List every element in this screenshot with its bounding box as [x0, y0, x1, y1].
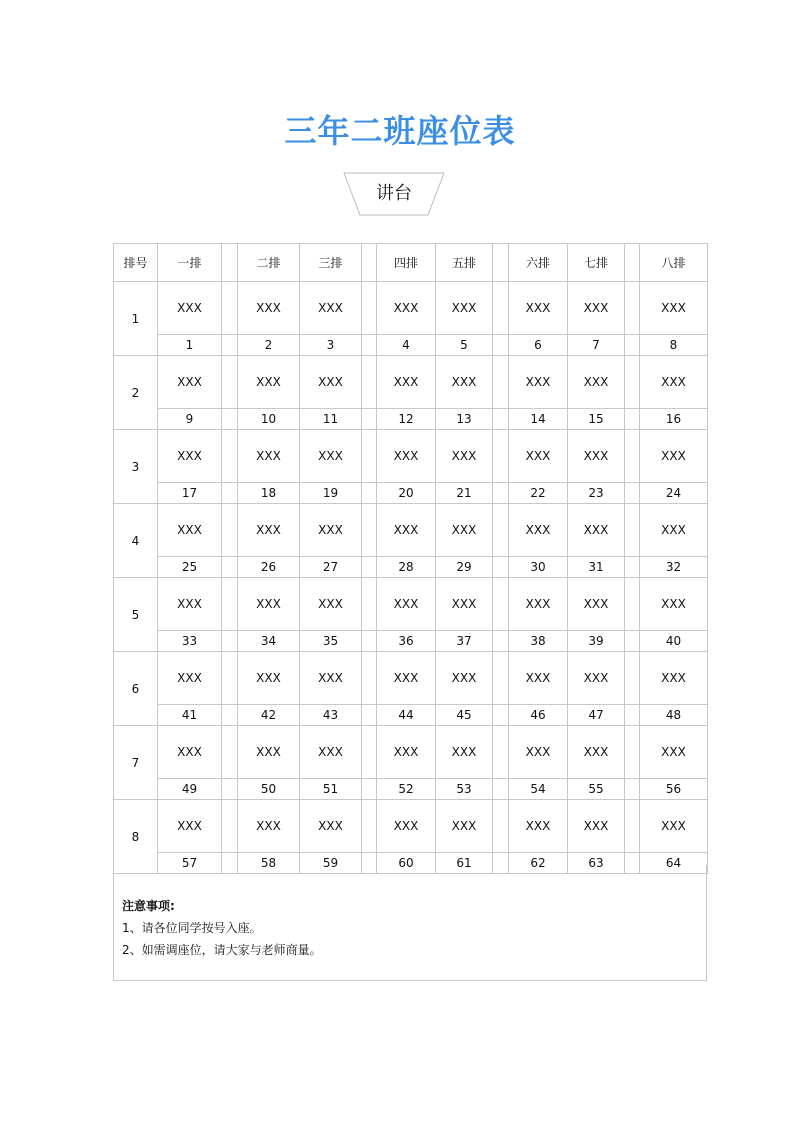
aisle-cell — [493, 483, 509, 504]
aisle-cell — [222, 356, 238, 409]
seat-number: 60 — [377, 853, 436, 874]
seat-name: XXX — [568, 504, 625, 557]
aisle-cell — [222, 557, 238, 578]
seat-number: 44 — [377, 705, 436, 726]
seat-name: XXX — [377, 726, 436, 779]
seat-name-row — [114, 430, 708, 483]
aisle-cell — [625, 244, 640, 282]
seat-name: XXX — [158, 356, 222, 409]
seat-number-row — [114, 631, 708, 652]
seat-name: XXX — [377, 800, 436, 853]
seat-name-row — [114, 504, 708, 557]
seat-name: XXX — [436, 726, 493, 779]
seat-name-row — [114, 282, 708, 335]
seat-name: XXX — [377, 652, 436, 705]
row-label: 7 — [114, 726, 158, 800]
seat-number: 22 — [509, 483, 568, 504]
seat-name: XXX — [238, 504, 300, 557]
seat-name: XXX — [238, 282, 300, 335]
seat-name: XXX — [509, 504, 568, 557]
aisle-cell — [493, 705, 509, 726]
seat-name: XXX — [158, 726, 222, 779]
seat-name-row — [114, 578, 708, 631]
aisle-cell — [222, 800, 238, 853]
seat-number: 59 — [300, 853, 362, 874]
seat-name: XXX — [436, 356, 493, 409]
seat-name: XXX — [377, 504, 436, 557]
aisle-cell — [362, 356, 377, 409]
seat-name: XXX — [640, 726, 708, 779]
seat-name: XXX — [158, 282, 222, 335]
seat-number: 14 — [509, 409, 568, 430]
seat-number: 5 — [436, 335, 493, 356]
aisle-cell — [222, 779, 238, 800]
row-label: 2 — [114, 356, 158, 430]
row-number-header: 排号 — [114, 244, 158, 282]
seat-name-row — [114, 652, 708, 705]
page-title: 三年二班座位表 — [284, 112, 516, 150]
seat-name: XXX — [568, 430, 625, 483]
aisle-cell — [222, 282, 238, 335]
aisle-cell — [362, 430, 377, 483]
seat-name: XXX — [238, 430, 300, 483]
aisle-cell — [493, 631, 509, 652]
notes-item: 2、如需调座位，请大家与老师商量。 — [122, 943, 322, 957]
podium — [343, 172, 445, 216]
seat-number: 12 — [377, 409, 436, 430]
seat-name: XXX — [509, 282, 568, 335]
column-header: 四排 — [377, 244, 436, 282]
aisle-cell — [222, 335, 238, 356]
aisle-cell — [625, 800, 640, 853]
seat-name: XXX — [158, 578, 222, 631]
aisle-cell — [493, 356, 509, 409]
seat-name: XXX — [158, 652, 222, 705]
aisle-cell — [362, 800, 377, 853]
aisle-cell — [362, 631, 377, 652]
seat-name: XXX — [300, 652, 362, 705]
seat-number: 2 — [238, 335, 300, 356]
seat-number-row — [114, 409, 708, 430]
seat-number: 49 — [158, 779, 222, 800]
seat-name: XXX — [300, 356, 362, 409]
seat-number: 23 — [568, 483, 625, 504]
row-label: 3 — [114, 430, 158, 504]
seat-number: 29 — [436, 557, 493, 578]
seat-name: XXX — [377, 578, 436, 631]
seat-number: 13 — [436, 409, 493, 430]
seat-name: XXX — [568, 356, 625, 409]
seat-name: XXX — [158, 504, 222, 557]
seat-number: 40 — [640, 631, 708, 652]
aisle-cell — [493, 726, 509, 779]
seat-name-row — [114, 356, 708, 409]
aisle-cell — [625, 356, 640, 409]
seat-name: XXX — [640, 282, 708, 335]
seat-number: 64 — [640, 853, 708, 874]
seat-name: XXX — [509, 800, 568, 853]
seat-number-row — [114, 779, 708, 800]
aisle-cell — [625, 631, 640, 652]
aisle-cell — [493, 244, 509, 282]
seat-number: 6 — [509, 335, 568, 356]
seat-name: XXX — [238, 652, 300, 705]
seat-number: 31 — [568, 557, 625, 578]
seat-name: XXX — [377, 430, 436, 483]
seat-number: 61 — [436, 853, 493, 874]
aisle-cell — [493, 652, 509, 705]
aisle-cell — [625, 652, 640, 705]
seat-name: XXX — [158, 800, 222, 853]
seat-name: XXX — [300, 578, 362, 631]
seat-name-row — [114, 726, 708, 779]
aisle-cell — [493, 779, 509, 800]
seat-number: 10 — [238, 409, 300, 430]
aisle-cell — [222, 430, 238, 483]
seat-number: 18 — [238, 483, 300, 504]
seating-table — [113, 243, 708, 874]
seat-number: 38 — [509, 631, 568, 652]
aisle-cell — [493, 430, 509, 483]
seat-number: 11 — [300, 409, 362, 430]
seat-name-row — [114, 800, 708, 853]
seat-number: 36 — [377, 631, 436, 652]
aisle-cell — [222, 631, 238, 652]
aisle-cell — [362, 705, 377, 726]
seat-number: 19 — [300, 483, 362, 504]
aisle-cell — [493, 335, 509, 356]
aisle-cell — [625, 557, 640, 578]
seat-number: 32 — [640, 557, 708, 578]
aisle-cell — [222, 726, 238, 779]
seat-name: XXX — [509, 726, 568, 779]
seat-name: XXX — [568, 652, 625, 705]
seat-number: 4 — [377, 335, 436, 356]
aisle-cell — [625, 282, 640, 335]
seat-number: 51 — [300, 779, 362, 800]
seat-name: XXX — [238, 356, 300, 409]
seat-number: 20 — [377, 483, 436, 504]
seat-name: XXX — [640, 356, 708, 409]
seat-number: 55 — [568, 779, 625, 800]
seat-name: XXX — [509, 356, 568, 409]
aisle-cell — [362, 483, 377, 504]
seat-name: XXX — [640, 430, 708, 483]
aisle-cell — [222, 409, 238, 430]
seat-name: XXX — [300, 800, 362, 853]
seat-number: 35 — [300, 631, 362, 652]
aisle-cell — [222, 504, 238, 557]
aisle-cell — [493, 504, 509, 557]
seat-number: 62 — [509, 853, 568, 874]
aisle-cell — [625, 705, 640, 726]
aisle-cell — [222, 244, 238, 282]
row-label: 5 — [114, 578, 158, 652]
seat-number: 50 — [238, 779, 300, 800]
seat-number: 43 — [300, 705, 362, 726]
seat-number: 57 — [158, 853, 222, 874]
aisle-cell — [625, 779, 640, 800]
seat-number: 17 — [158, 483, 222, 504]
seat-number-row — [114, 335, 708, 356]
aisle-cell — [625, 430, 640, 483]
seat-number: 30 — [509, 557, 568, 578]
row-label: 6 — [114, 652, 158, 726]
seat-name: XXX — [436, 652, 493, 705]
seat-number: 9 — [158, 409, 222, 430]
row-label: 8 — [114, 800, 158, 874]
aisle-cell — [493, 409, 509, 430]
aisle-cell — [493, 800, 509, 853]
aisle-cell — [362, 557, 377, 578]
column-header: 五排 — [436, 244, 493, 282]
seat-number: 26 — [238, 557, 300, 578]
seat-name: XXX — [300, 504, 362, 557]
seat-number: 27 — [300, 557, 362, 578]
aisle-cell — [625, 578, 640, 631]
aisle-cell — [362, 726, 377, 779]
seat-name: XXX — [238, 800, 300, 853]
seat-name: XXX — [377, 356, 436, 409]
seat-number-row — [114, 483, 708, 504]
aisle-cell — [362, 244, 377, 282]
seat-name: XXX — [640, 578, 708, 631]
column-header: 二排 — [238, 244, 300, 282]
seat-number: 37 — [436, 631, 493, 652]
seat-number: 15 — [568, 409, 625, 430]
aisle-cell — [625, 504, 640, 557]
aisle-cell — [362, 652, 377, 705]
seat-number: 46 — [509, 705, 568, 726]
seat-name: XXX — [509, 430, 568, 483]
row-label: 1 — [114, 282, 158, 356]
seat-number: 56 — [640, 779, 708, 800]
column-header: 一排 — [158, 244, 222, 282]
row-label: 4 — [114, 504, 158, 578]
seat-number: 33 — [158, 631, 222, 652]
column-header: 八排 — [640, 244, 708, 282]
aisle-cell — [222, 483, 238, 504]
aisle-cell — [222, 705, 238, 726]
seat-number: 24 — [640, 483, 708, 504]
header-row — [114, 244, 708, 282]
seat-number: 54 — [509, 779, 568, 800]
aisle-cell — [625, 335, 640, 356]
seat-number: 47 — [568, 705, 625, 726]
seat-name: XXX — [568, 578, 625, 631]
seat-number-row — [114, 557, 708, 578]
seat-name: XXX — [436, 504, 493, 557]
aisle-cell — [362, 282, 377, 335]
notes-section — [113, 865, 707, 981]
seat-name: XXX — [568, 800, 625, 853]
seat-name: XXX — [300, 726, 362, 779]
seat-number-row — [114, 705, 708, 726]
seat-name: XXX — [436, 800, 493, 853]
aisle-cell — [362, 504, 377, 557]
aisle-cell — [493, 578, 509, 631]
seat-number: 53 — [436, 779, 493, 800]
column-header: 七排 — [568, 244, 625, 282]
seat-number: 48 — [640, 705, 708, 726]
seat-number: 8 — [640, 335, 708, 356]
seat-name: XXX — [640, 504, 708, 557]
seat-name: XXX — [568, 726, 625, 779]
aisle-cell — [493, 282, 509, 335]
seat-number: 58 — [238, 853, 300, 874]
seat-name: XXX — [158, 430, 222, 483]
seat-number: 41 — [158, 705, 222, 726]
seat-number: 3 — [300, 335, 362, 356]
aisle-cell — [625, 726, 640, 779]
seat-name: XXX — [640, 652, 708, 705]
seat-name: XXX — [238, 578, 300, 631]
aisle-cell — [362, 779, 377, 800]
notes-item: 1、请各位同学按号入座。 — [122, 921, 262, 935]
seat-number: 16 — [640, 409, 708, 430]
seat-number: 1 — [158, 335, 222, 356]
seat-name: XXX — [377, 282, 436, 335]
seat-name: XXX — [568, 282, 625, 335]
seat-number: 63 — [568, 853, 625, 874]
seat-name: XXX — [640, 800, 708, 853]
aisle-cell — [493, 557, 509, 578]
seat-name: XXX — [509, 578, 568, 631]
column-header: 六排 — [509, 244, 568, 282]
seat-name: XXX — [300, 430, 362, 483]
seat-name: XXX — [509, 652, 568, 705]
seat-name: XXX — [238, 726, 300, 779]
seat-number: 7 — [568, 335, 625, 356]
aisle-cell — [362, 335, 377, 356]
seat-name: XXX — [436, 578, 493, 631]
seat-number: 42 — [238, 705, 300, 726]
seat-number: 39 — [568, 631, 625, 652]
aisle-cell — [362, 578, 377, 631]
aisle-cell — [362, 409, 377, 430]
seat-number: 34 — [238, 631, 300, 652]
column-header: 三排 — [300, 244, 362, 282]
seat-number: 45 — [436, 705, 493, 726]
notes-title: 注意事项: — [122, 899, 175, 913]
aisle-cell — [625, 409, 640, 430]
seat-name: XXX — [436, 430, 493, 483]
seat-name: XXX — [436, 282, 493, 335]
podium-label: 讲台 — [376, 183, 412, 204]
seat-number: 28 — [377, 557, 436, 578]
aisle-cell — [222, 652, 238, 705]
aisle-cell — [625, 483, 640, 504]
aisle-cell — [222, 578, 238, 631]
seat-name: XXX — [300, 282, 362, 335]
seat-number: 52 — [377, 779, 436, 800]
seat-number: 21 — [436, 483, 493, 504]
seat-number: 25 — [158, 557, 222, 578]
